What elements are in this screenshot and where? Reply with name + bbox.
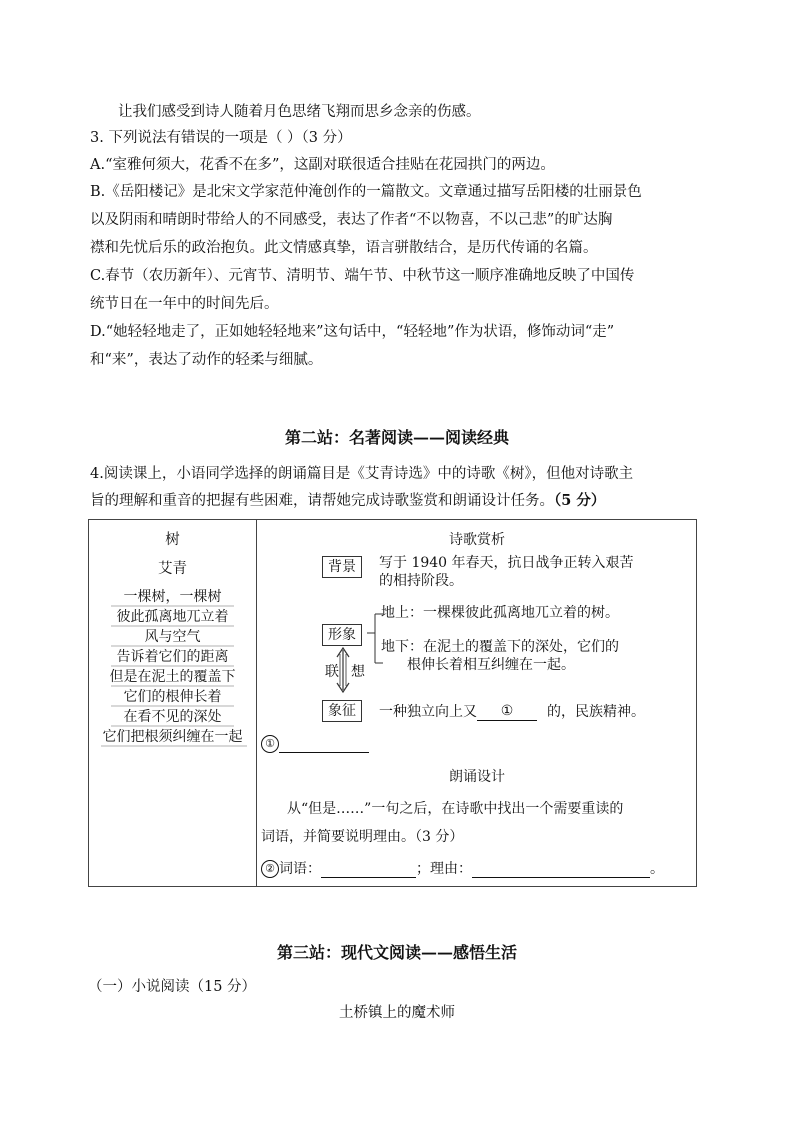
symbol-text-pre: 一种独立向上又 — [379, 704, 477, 720]
word-label: 词语： — [279, 861, 321, 877]
poem-title: 树 — [165, 532, 180, 548]
poem-author: 艾青 — [158, 561, 187, 577]
recite-text-line2: 词语，并简要说明理由。（3 分） — [261, 829, 464, 845]
station3-title: 第三站：现代文阅读——感悟生活 — [276, 943, 517, 962]
poem-ruling — [89, 520, 256, 760]
station2-title: 第二站：名著阅读——阅读经典 — [284, 428, 509, 447]
q4-stem-line1: 4.阅读课上，小语同学选择的朗诵篇目是《艾青诗选》中的诗歌《树》，但他对诗歌主 — [90, 466, 634, 482]
image-below-text-line1: 地下：在泥土的覆盖下的深处，它们的 — [381, 639, 619, 655]
poem-line-8: 它们把根须纠缠在一起 — [102, 729, 243, 745]
q4-stem-line2-text: 旨的理解和重音的把握有些困难，请帮她完成诗歌鉴赏和朗诵设计任务。 — [90, 493, 554, 509]
q3-option-a: A.“室雅何须大，花香不在多”，这副对联很适合挂贴在花园拱门的两边。 — [90, 157, 555, 173]
novel-reading-subheading: （一）小说阅读（15 分） — [88, 979, 257, 995]
poem-table — [88, 519, 697, 887]
poem-line-1: 一棵树，一棵树 — [123, 589, 222, 605]
symbol-text-post: 的，民族精神。 — [547, 704, 645, 720]
image-label-box: 形象 — [322, 624, 362, 646]
answer-1-blank[interactable] — [279, 736, 369, 753]
image-above-text: 地上：一棵棵彼此孤离地兀立着的树。 — [381, 605, 619, 621]
symbol-blank-1[interactable]: ① — [477, 702, 537, 721]
association-char-1: 联 — [325, 664, 339, 680]
poem-line-3: 风与空气 — [144, 629, 201, 645]
q3-stem: 3. 下列说法有错误的一项是（ ）（3 分） — [90, 130, 352, 146]
q3-option-b-line2: 以及阴雨和晴朗时带给人的不同感受，表达了作者“不以物喜，不以己悲”的旷达胸 — [90, 212, 613, 228]
q2-tail-text: 让我们感受到诗人随着月色思绪飞翔而思乡念亲的伤感。 — [118, 104, 481, 120]
story-title: 土桥镇上的魔术师 — [339, 1005, 455, 1021]
answer-1-mark: ① — [261, 735, 279, 753]
poem-line-4: 告诉着它们的距离 — [116, 649, 229, 665]
q3-option-d-line2: 和“来”，表达了动作的轻柔与细腻。 — [90, 352, 323, 368]
background-text-line2: 的相持阶段。 — [379, 573, 463, 589]
q3-option-b-line1: B.《岳阳楼记》是北宋文学家范仲淹创作的一篇散文。文章通过描写岳阳楼的壮丽景色 — [90, 184, 642, 200]
q3-option-c-line2: 统节日在一年中的时间先后。 — [90, 296, 279, 312]
q4-stem-line2 — [90, 491, 605, 511]
q3-option-b-line3: 襟和先忧后乐的政治抱负。此文情感真挚，语言骈散结合，是历代传诵的名篇。 — [90, 240, 598, 256]
poem-line-6: 它们的根伸长着 — [123, 689, 222, 705]
answer-2-mark: ② — [261, 860, 279, 878]
q4-score: （5 分） — [554, 492, 606, 509]
q3-option-c-line1: C.春节（农历新年）、元宵节、清明节、端午节、中秋节这一顺序准确地反映了中国传 — [90, 268, 635, 284]
image-below-text-line2: 根伸长着相互纠缠在一起。 — [407, 657, 575, 673]
poem-line-5: 但是在泥土的覆盖下 — [109, 669, 236, 685]
answer-2-end: 。 — [650, 861, 664, 877]
symbol-label-box: 象征 — [322, 700, 362, 722]
analysis-heading: 诗歌赏析 — [449, 532, 505, 548]
poem-line-2: 彼此孤离地兀立着 — [116, 609, 229, 625]
reason-label: ；理由： — [416, 861, 472, 877]
poem-line-7: 在看不见的深处 — [123, 709, 222, 725]
association-char-2: 想 — [351, 664, 365, 680]
reason-blank[interactable] — [472, 861, 650, 878]
recite-heading: 朗诵设计 — [449, 769, 505, 785]
recite-text-line1: 从“但是……”一句之后，在诗歌中找出一个需要重读的 — [287, 801, 624, 817]
q3-option-d-line1: D.“她轻轻地走了，正如她轻轻地来”这句话中，“轻轻地”作为状语，修饰动词“走” — [90, 324, 615, 340]
background-label-box: 背景 — [322, 556, 362, 578]
symbol-text — [379, 702, 645, 721]
answer-1-row — [261, 735, 369, 753]
answer-2-row — [261, 860, 664, 878]
background-text-line1: 写于 1940 年春天，抗日战争正转入艰苦 — [379, 555, 634, 571]
word-blank[interactable] — [321, 861, 416, 878]
